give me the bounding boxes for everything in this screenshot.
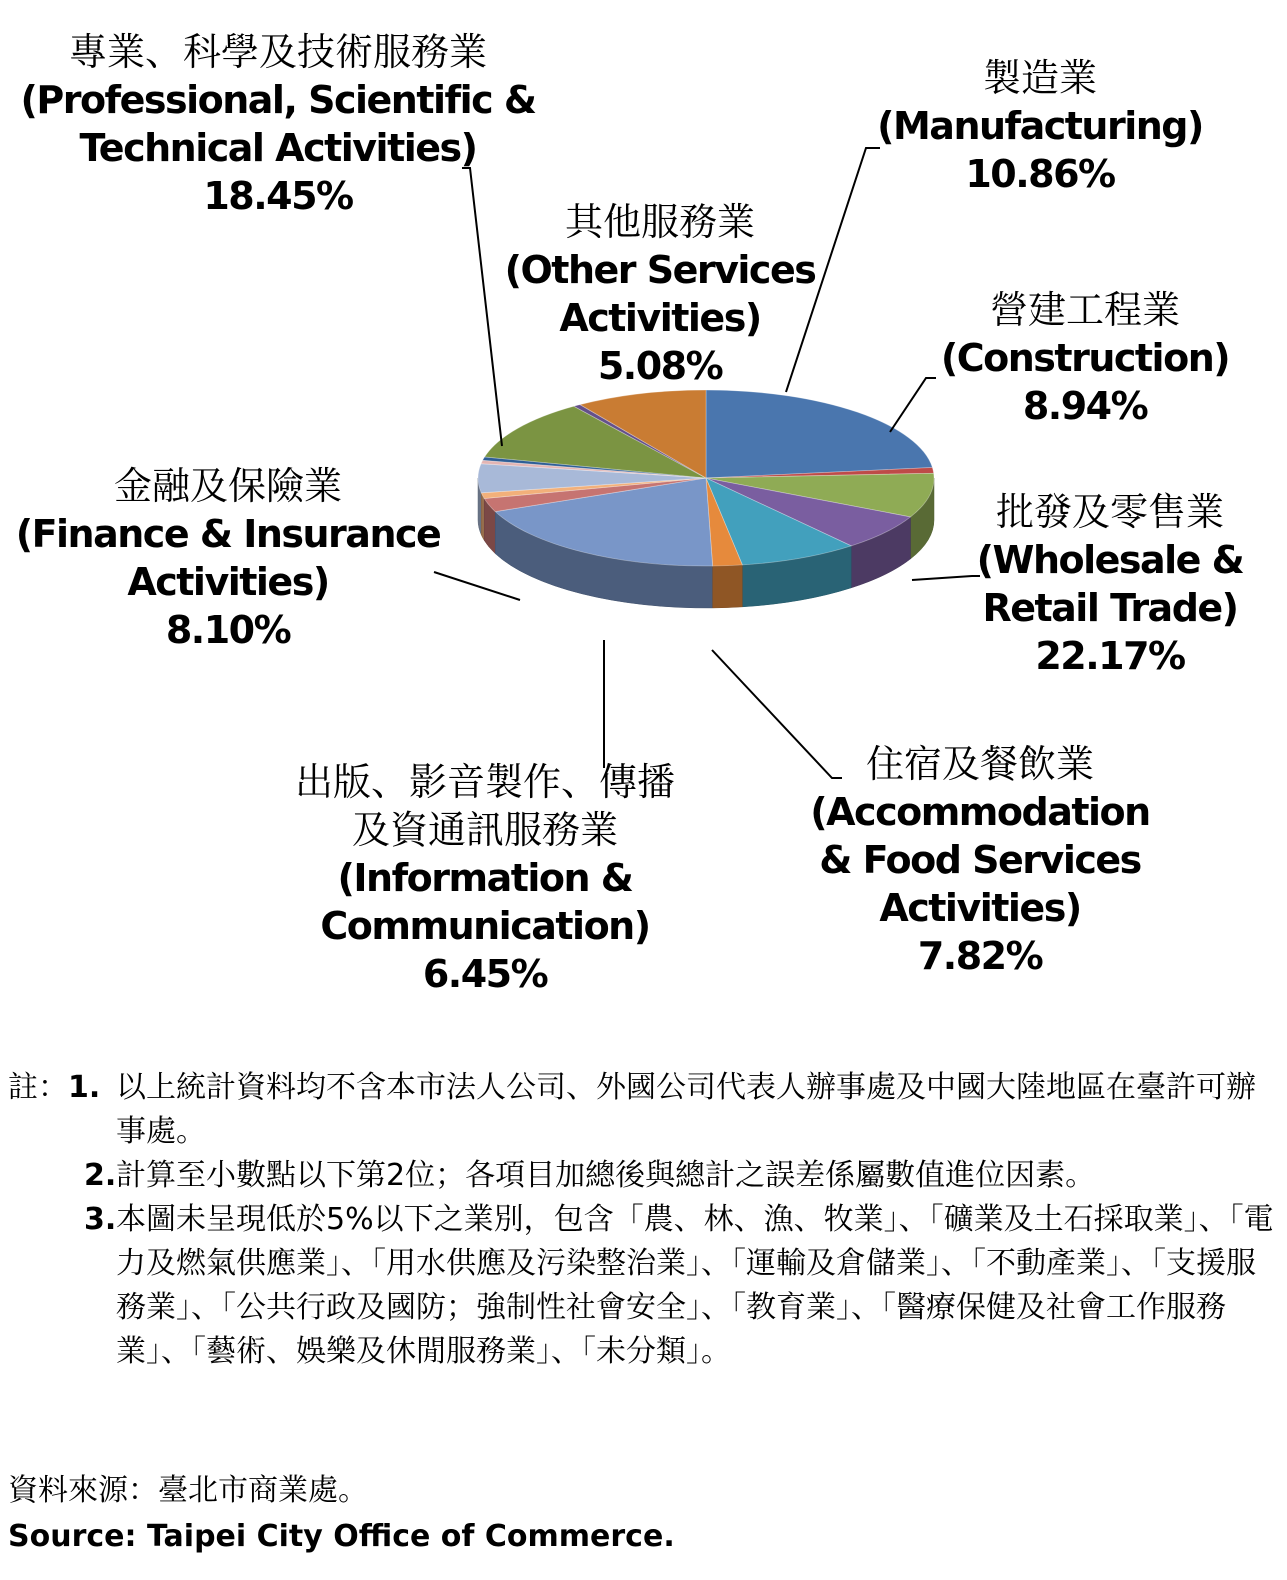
label-pct: 8.10%	[165, 608, 291, 652]
note-text: 以上統計資料均不含本市法人公司、外國公司代表人辦事處及中國大陸地區在臺許可辦事處。	[116, 1070, 1256, 1149]
pie-side-small_peach	[481, 493, 484, 541]
label-en: Activities)	[127, 560, 329, 604]
label-en: (Finance & Insurance	[15, 512, 441, 556]
label-pct: 8.94%	[1022, 384, 1148, 428]
label-zh: 批發及零售業	[995, 490, 1224, 534]
label-zh: 及資通訊服務業	[351, 808, 618, 852]
label-pct: 18.45%	[203, 174, 353, 218]
source-en: Source: Taipei City Office of Commerce.	[8, 1519, 675, 1554]
label-zh: 出版、影音製作、傳播	[294, 760, 675, 804]
note-text: 本圖未呈現低於5%以下之業別，包含「農、林、漁、牧業」、「礦業及土石採取業」、「電力及燃氣供應業」、「用水供應及污染整治業」、「運輸及倉儲業」、「不動產業」、「支援服務業」、「公共行政及國防；強制性社會安全」、「教育業」、「醫療保健及社會工作服務業」、「藝術、娛樂及休閒服務業」、「未分類」。	[116, 1202, 1274, 1369]
notes	[8, 1066, 1278, 1374]
notes-head: 註：	[8, 1070, 68, 1105]
label-en: Technical Activities)	[79, 126, 477, 170]
note-number: 3.	[84, 1202, 117, 1237]
label-en: Retail Trade)	[982, 586, 1238, 630]
label-en: Activities)	[559, 296, 761, 340]
label-construction	[930, 286, 1240, 430]
pie-slice-wholesale	[706, 390, 932, 478]
label-other-services	[500, 198, 820, 390]
label-en: (Professional, Scientific &	[20, 78, 536, 122]
label-zh: 營建工程業	[989, 288, 1180, 332]
label-pct: 7.82%	[917, 934, 1043, 978]
label-en: (Manufacturing)	[877, 104, 1203, 148]
label-pct: 10.86%	[965, 152, 1115, 196]
pie-tops	[478, 390, 934, 566]
label-zh: 專業、科學及技術服務業	[68, 30, 487, 74]
label-zh: 住宿及餐飲業	[865, 742, 1094, 786]
label-en: Communication)	[320, 904, 650, 948]
label-accommodation	[800, 740, 1160, 980]
label-professional	[18, 28, 538, 220]
label-information	[260, 758, 710, 998]
label-manufacturing	[870, 54, 1210, 198]
label-en: (Wholesale &	[976, 538, 1244, 582]
label-pct: 22.17%	[1035, 634, 1185, 678]
label-pct: 6.45%	[422, 952, 548, 996]
label-en: (Accommodation	[810, 790, 1150, 834]
label-zh: 金融及保險業	[113, 464, 342, 508]
label-finance	[8, 462, 448, 654]
label-en: (Other Services	[504, 248, 816, 292]
label-zh: 其他服務業	[564, 200, 755, 244]
label-wholesale	[960, 488, 1260, 680]
source-zh: 資料來源：臺北市商業處。	[8, 1473, 368, 1508]
label-en: (Information &	[337, 856, 633, 900]
note-number: 2.	[84, 1158, 117, 1193]
label-zh: 製造業	[982, 56, 1097, 100]
label-en: & Food Services	[819, 838, 1141, 882]
note-3	[8, 1198, 1278, 1374]
label-en: (Construction)	[940, 336, 1230, 380]
pie-side-small_orange	[713, 565, 743, 608]
label-en: Activities)	[879, 886, 1081, 930]
note-2	[8, 1154, 1278, 1198]
label-pct: 5.08%	[597, 344, 723, 388]
note-1	[8, 1066, 1278, 1154]
note-number: 1.	[68, 1070, 101, 1105]
note-text: 計算至小數點以下第2位；各項目加總後與總計之誤差係屬數值進位因素。	[116, 1158, 1096, 1193]
